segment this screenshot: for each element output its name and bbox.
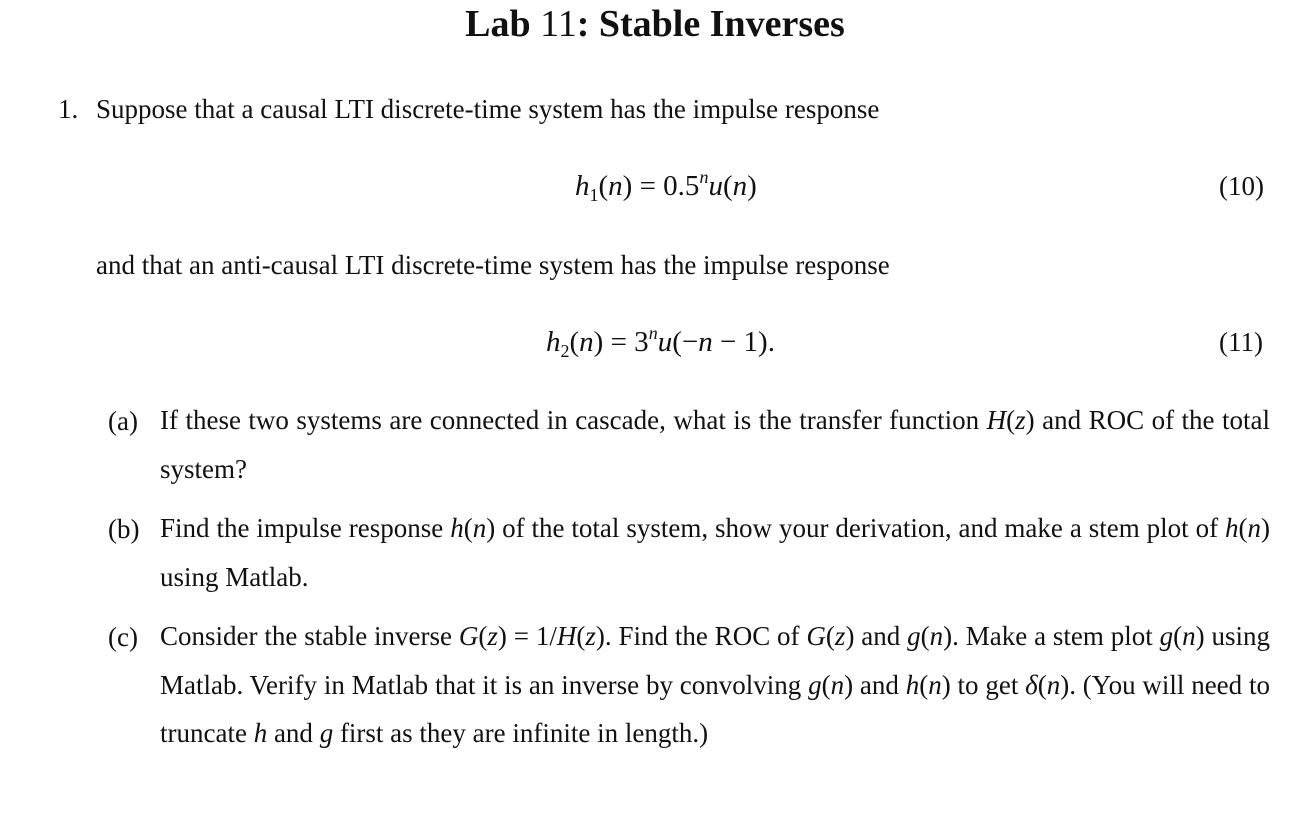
problem-number: 1. [58,94,79,124]
problem-middle-text: and that an anti-causal LTI discrete-time system has the impulse response [96,250,890,280]
part-c-label: (c) [108,622,138,652]
part-b-text: Find the impulse response h(n) of the total system, show your derivation, and make a stem plot of h(n) using Matlab. [160,513,1270,592]
problem-intro: Suppose that a causal LTI discrete-time system has the impulse response [96,94,880,124]
title-suffix: : Stable Inverses [576,3,845,45]
equation-10: $h_1(n) = 0.5^nu(n)$ [575,167,757,205]
title-number: 11 [540,3,577,45]
equation-11: $h_2(n) = 3^nu(-n - 1)$. [546,323,775,361]
equation-number-11: (11) [1219,327,1263,357]
equation-number-10: (10) [1219,171,1264,201]
part-c-text: Consider the stable inverse G(z) = 1/H(z). Find the ROC of G(z) and g(n). Make a stem plot g(n) using Matlab. Verify in Matlab that it is an inverse by convolving g(n) and h(n) to get δ(n). (You will need to truncate h and g first as they are infinite in length.) [160,621,1270,748]
title-prefix: Lab [465,3,541,45]
part-b-label: (b) [108,514,140,544]
part-a-label: (a) [108,406,138,436]
part-a-text: If these two systems are connected in cascade, what is the transfer function H(z) and ROC of the total system? [160,405,1270,484]
page-title [0,0,1310,48]
